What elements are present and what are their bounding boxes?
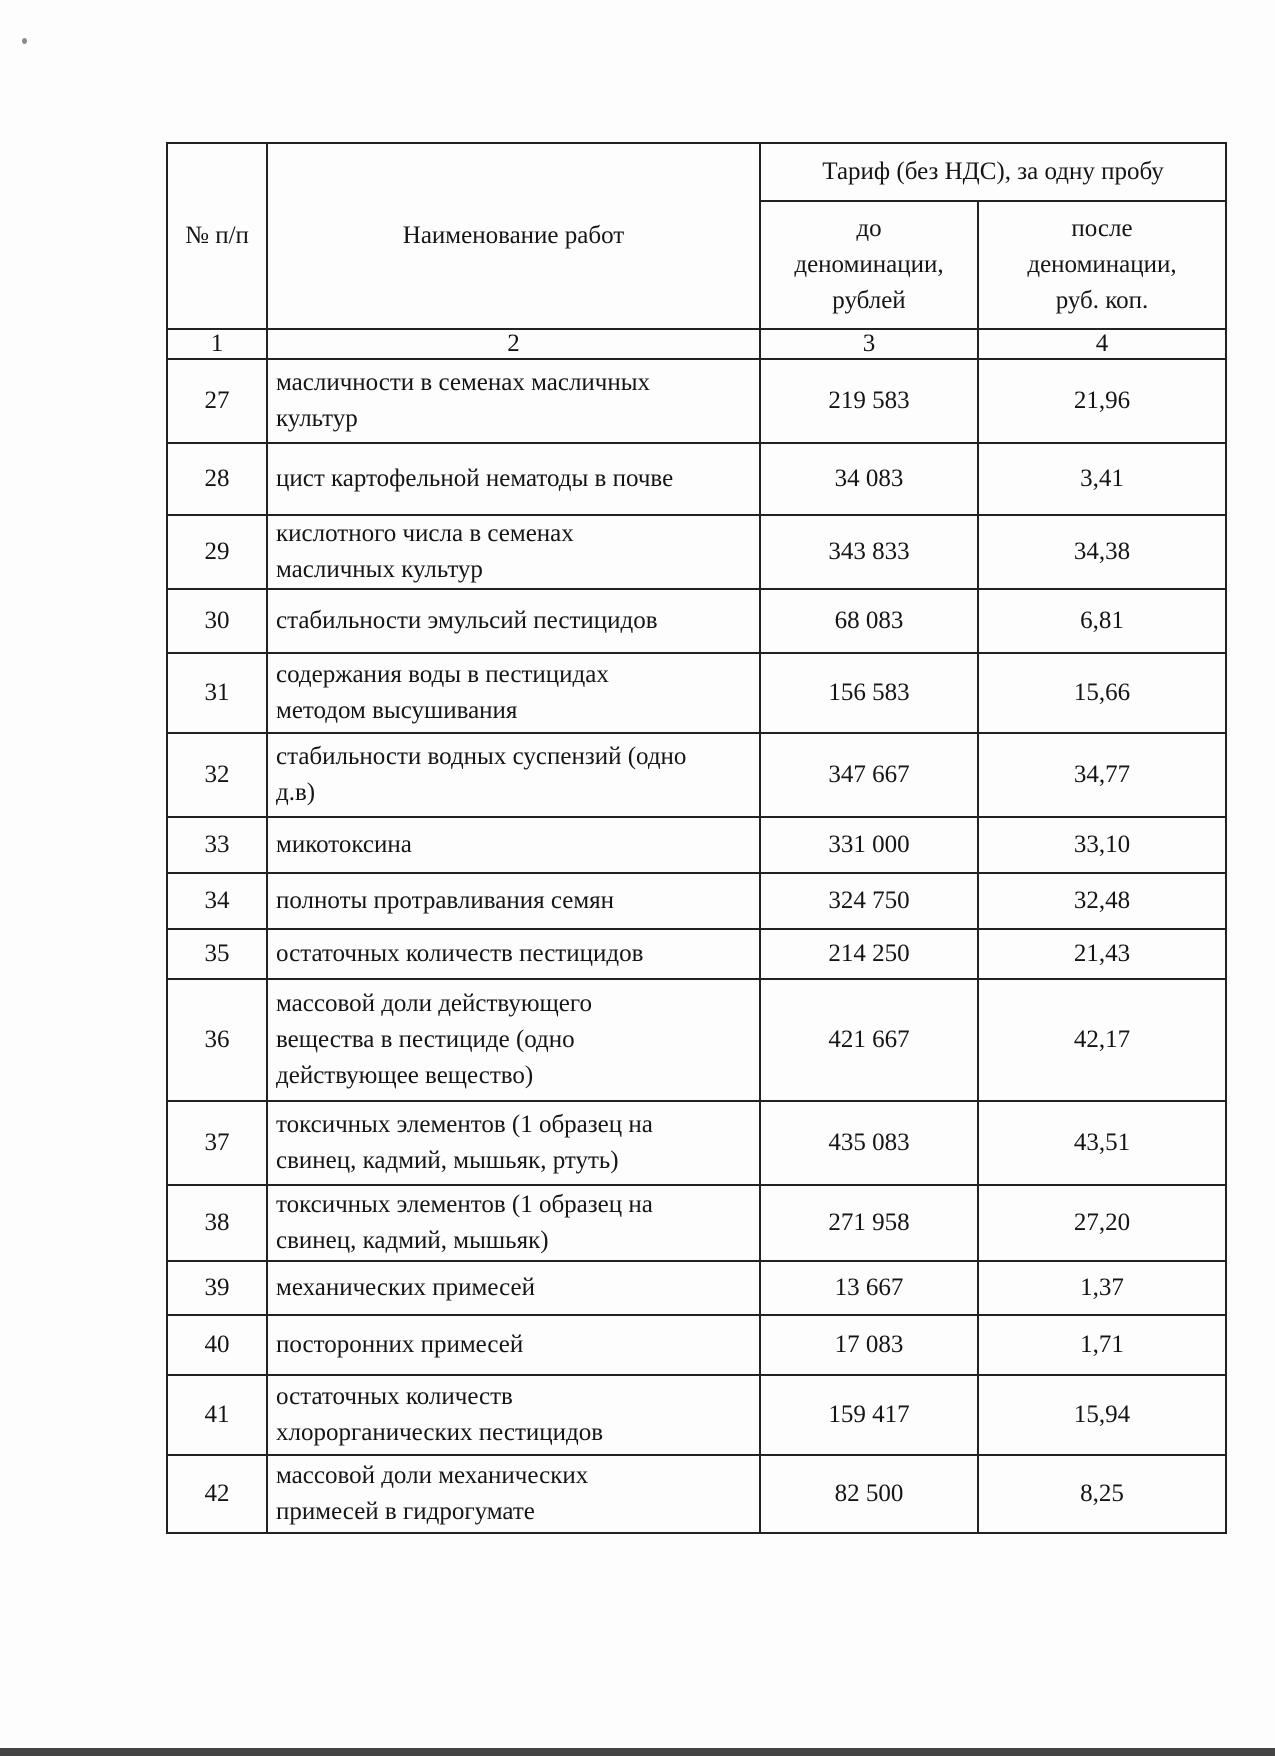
work-name	[267, 1455, 760, 1533]
price-before: 13 667	[760, 1261, 978, 1315]
price-after: 1,37	[978, 1261, 1226, 1315]
work-name	[267, 589, 760, 653]
header-after: после деноминации, руб. коп.	[978, 201, 1226, 329]
price-after: 27,20	[978, 1185, 1226, 1261]
work-name	[267, 515, 760, 589]
row-number: 42	[167, 1455, 267, 1533]
row-number: 40	[167, 1315, 267, 1375]
work-name	[267, 1315, 760, 1375]
work-name	[267, 1185, 760, 1261]
row-number: 30	[167, 589, 267, 653]
price-before: 156 583	[760, 653, 978, 733]
price-after: 43,51	[978, 1101, 1226, 1185]
column-index: 3	[760, 329, 978, 359]
price-after: 33,10	[978, 817, 1226, 873]
work-name	[267, 653, 760, 733]
row-number: 27	[167, 359, 267, 443]
work-name-line: токсичных элементов (1 образец на	[276, 1111, 653, 1138]
price-after: 34,38	[978, 515, 1226, 589]
column-index: 2	[267, 329, 760, 359]
work-name-line: содержания воды в пестицидах	[276, 661, 609, 688]
work-name	[267, 929, 760, 979]
table-row	[167, 359, 1226, 443]
table-row	[167, 653, 1226, 733]
row-number: 35	[167, 929, 267, 979]
work-name-line: методом высушивания	[276, 697, 518, 724]
table-row	[167, 589, 1226, 653]
work-name	[267, 1261, 760, 1315]
table-row	[167, 979, 1226, 1101]
column-index-row	[167, 329, 1226, 359]
price-after: 15,66	[978, 653, 1226, 733]
row-number: 29	[167, 515, 267, 589]
table-row	[167, 1185, 1226, 1261]
price-after: 15,94	[978, 1375, 1226, 1455]
price-after: 8,25	[978, 1455, 1226, 1533]
work-name-line: действующее вещество)	[276, 1062, 534, 1089]
table-row	[167, 443, 1226, 515]
price-before: 214 250	[760, 929, 978, 979]
price-after: 34,77	[978, 733, 1226, 817]
table-row	[167, 929, 1226, 979]
work-name-line: примесей в гидрогумате	[276, 1498, 535, 1525]
row-number: 41	[167, 1375, 267, 1455]
work-name-line: микотоксина	[276, 831, 412, 858]
table-row	[167, 1455, 1226, 1533]
price-after: 6,81	[978, 589, 1226, 653]
row-number: 38	[167, 1185, 267, 1261]
work-name-line: стабильности водных суспензий (одно	[276, 743, 687, 770]
price-before: 324 750	[760, 873, 978, 929]
work-name-line: токсичных элементов (1 образец на	[276, 1191, 653, 1218]
table-row	[167, 1315, 1226, 1375]
work-name-line: масличных культур	[276, 556, 483, 583]
work-name-line: массовой доли действующего	[276, 990, 593, 1017]
price-before: 82 500	[760, 1455, 978, 1533]
work-name	[267, 979, 760, 1101]
work-name-line: посторонних примесей	[276, 1331, 524, 1358]
work-name	[267, 817, 760, 873]
header-before: до деноминации, рублей	[760, 201, 978, 329]
price-before: 219 583	[760, 359, 978, 443]
price-before: 343 833	[760, 515, 978, 589]
work-name	[267, 1375, 760, 1455]
work-name	[267, 359, 760, 443]
work-name-line: остаточных количеств пестицидов	[276, 940, 644, 967]
price-before: 159 417	[760, 1375, 978, 1455]
header-name: Наименование работ	[267, 143, 760, 329]
work-name-line: остаточных количеств	[276, 1383, 513, 1410]
work-name	[267, 1101, 760, 1185]
row-number: 33	[167, 817, 267, 873]
work-name-line: цист картофельной нематоды в почве	[276, 465, 674, 492]
work-name	[267, 443, 760, 515]
scan-speck	[22, 38, 27, 44]
table-row	[167, 515, 1226, 589]
row-number: 39	[167, 1261, 267, 1315]
work-name-line: кислотного числа в семенах	[276, 520, 574, 547]
row-number: 36	[167, 979, 267, 1101]
table-body	[167, 359, 1226, 1533]
header-num: № п/п	[167, 143, 267, 329]
row-number: 31	[167, 653, 267, 733]
work-name	[267, 733, 760, 817]
table-row	[167, 1261, 1226, 1315]
work-name-line: механических примесей	[276, 1274, 535, 1301]
work-name-line: полноты протравливания семян	[276, 887, 615, 914]
table-row	[167, 1375, 1226, 1455]
work-name-line: вещества в пестициде (одно	[276, 1026, 575, 1053]
price-before: 421 667	[760, 979, 978, 1101]
price-after: 3,41	[978, 443, 1226, 515]
price-after: 42,17	[978, 979, 1226, 1101]
work-name-line: стабильности эмульсий пестицидов	[276, 607, 658, 634]
price-before: 435 083	[760, 1101, 978, 1185]
row-number: 32	[167, 733, 267, 817]
price-after: 32,48	[978, 873, 1226, 929]
row-number: 37	[167, 1101, 267, 1185]
column-index: 4	[978, 329, 1226, 359]
work-name	[267, 873, 760, 929]
price-after: 21,43	[978, 929, 1226, 979]
table-row	[167, 873, 1226, 929]
price-before: 271 958	[760, 1185, 978, 1261]
work-name-line: д.в)	[276, 779, 316, 806]
price-before: 331 000	[760, 817, 978, 873]
scan-edge	[0, 1748, 1275, 1756]
price-after: 21,96	[978, 359, 1226, 443]
tariff-table	[166, 142, 1227, 1534]
row-number: 34	[167, 873, 267, 929]
table-row	[167, 1101, 1226, 1185]
price-before: 34 083	[760, 443, 978, 515]
work-name-line: массовой доли механических	[276, 1462, 589, 1489]
row-number: 28	[167, 443, 267, 515]
work-name-line: свинец, кадмий, мышьяк, ртуть)	[276, 1147, 619, 1174]
work-name-line: свинец, кадмий, мышьяк)	[276, 1227, 549, 1254]
price-after: 1,71	[978, 1315, 1226, 1375]
table-row	[167, 733, 1226, 817]
price-before: 17 083	[760, 1315, 978, 1375]
work-name-line: хлорорганических пестицидов	[276, 1419, 604, 1446]
price-before: 68 083	[760, 589, 978, 653]
table-row	[167, 817, 1226, 873]
work-name-line: масличности в семенах масличных	[276, 369, 651, 396]
work-name-line: культур	[276, 405, 358, 432]
header-tariff: Тариф (без НДС), за одну пробу	[760, 143, 1226, 201]
column-index: 1	[167, 329, 267, 359]
price-before: 347 667	[760, 733, 978, 817]
